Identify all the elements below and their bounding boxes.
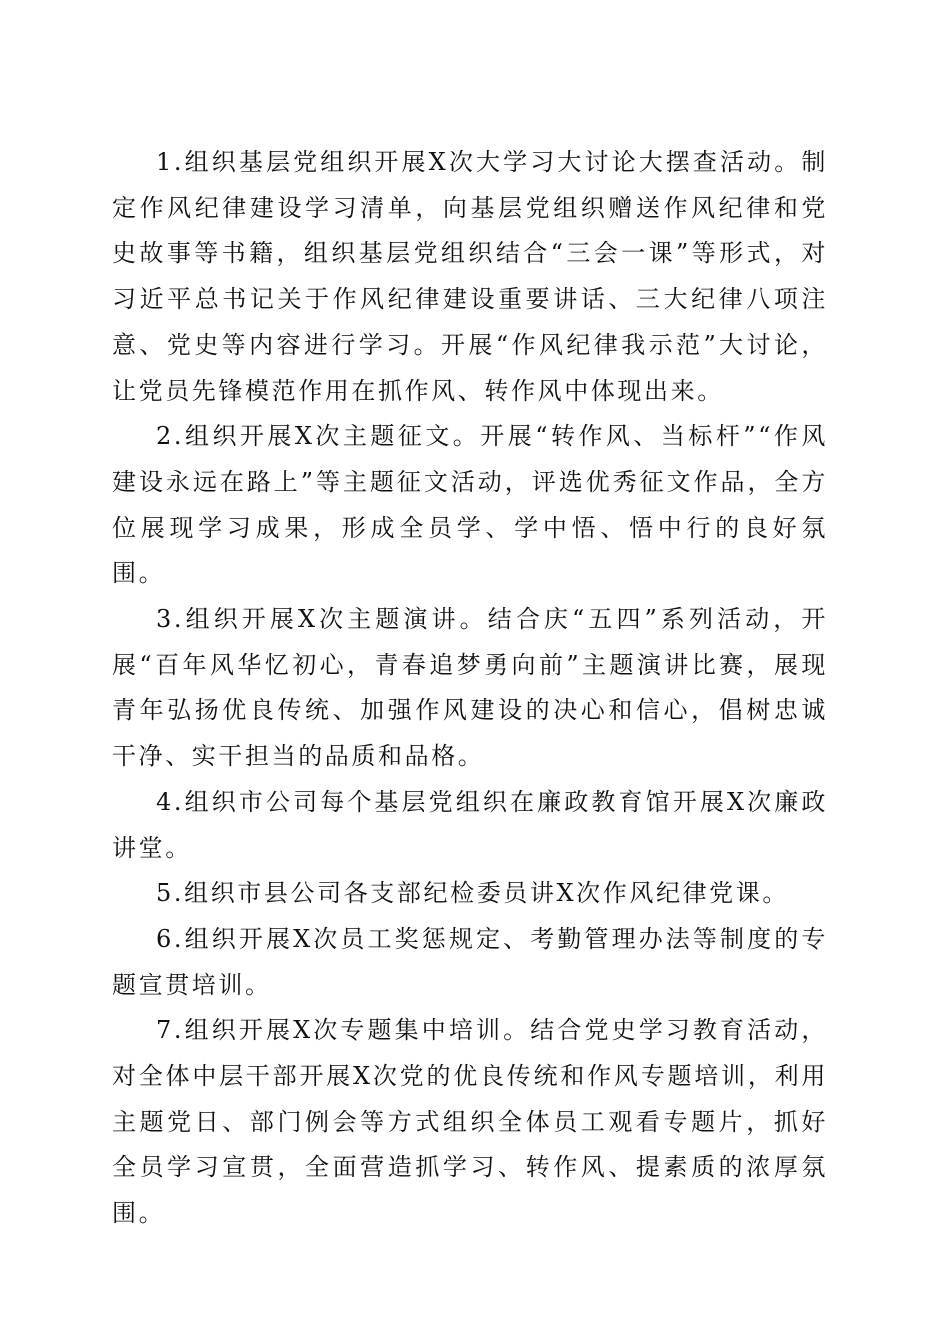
paragraph-item-7: 7.组织开展X次专题集中培训。结合党史学习教育活动，对全体中层干部开展X次党的优良传统和作风专题培训，利用主题党日、部门例会等方式组织全体员工观看专题片，抓好全员学习宣贯，全面营造抓学习、转作风、提素质的浓厚氛围。 [112, 1016, 828, 1228]
paragraph-item-4: 4.组织市公司每个基层党组织在廉政教育馆开展X次廉政讲堂。 [112, 787, 828, 862]
paragraph-item-1: 1.组织基层党组织开展X次大学习大讨论大摆查活动。制定作风纪律建设学习清单，向基层党组织赠送作风纪律和党史故事等书籍，组织基层党组织结合“三会一课”等形式，对习近平总书记关于作风纪律建设重要讲话、三大纪律八项注意、党史等内容进行学习。开展“作风纪律我示范”大讨论，让党员先锋模范作用在抓作风、转作风中体现出来。 [112, 148, 828, 405]
paragraph-item-5: 5.组织市县公司各支部纪检委员讲X次作风纪律党课。 [156, 879, 789, 908]
document-body [112, 140, 828, 1237]
paragraph-item-2: 2.组织开展X次主题征文。开展“转作风、当标杆”“作风建设永远在路上”等主题征文活动，评选优秀征文作品，全方位展现学习成果，形成全员学、学中悟、悟中行的良好氛围。 [112, 422, 828, 588]
paragraph-item-3: 3.组织开展X次主题演讲。结合庆“五四”系列活动，开展“百年风华忆初心，青春追梦勇向前”主题演讲比赛，展现青年弘扬优良传统、加强作风建设的决心和信心，倡树忠诚干净、实干担当的品质和品格。 [112, 605, 828, 771]
paragraph-item-6: 6.组织开展X次员工奖惩规定、考勤管理办法等制度的专题宣贯培训。 [112, 924, 828, 999]
